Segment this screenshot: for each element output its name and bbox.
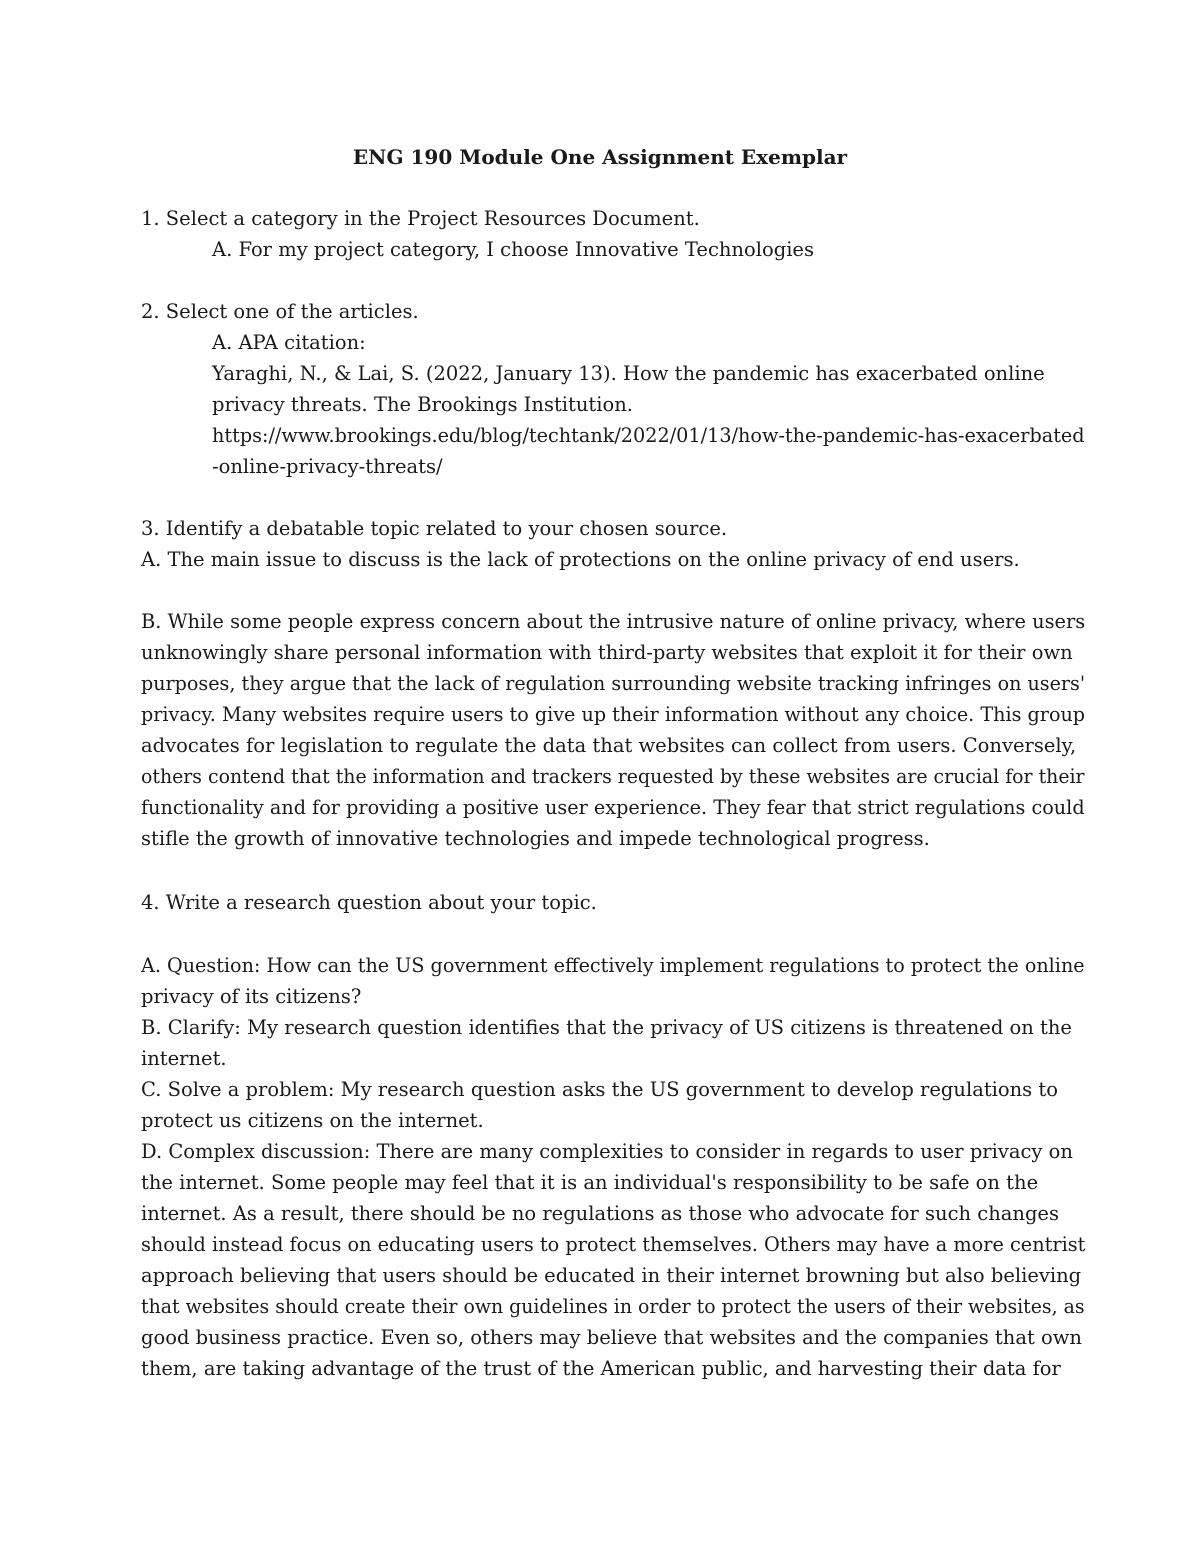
q3-heading: 3. Identify a debatable topic related to your chosen source. (141, 517, 728, 540)
q3-answer-b-line: B. While some people express concern about the intrusive nature of online privacy, where users (141, 610, 1086, 633)
q4-answer-c-line: C. Solve a problem: My research question asks the US government to develop regulations to (141, 1078, 1058, 1101)
q2-answer-a-label: A. APA citation: (212, 331, 366, 354)
q4-answer-d-line: approach believing that users should be educated in their internet browning but also believing (141, 1264, 1082, 1287)
q3-answer-b-line: unknowingly share personal information with third-party websites that exploit it for their own (141, 641, 1073, 664)
q4-answer-d-line: D. Complex discussion: There are many complexities to consider in regards to user privacy on (141, 1140, 1073, 1163)
q3-answer-b-line: others contend that the information and trackers requested by these websites are crucial for their (141, 765, 1085, 788)
q4-answer-d-line: good business practice. Even so, others may believe that websites and the companies that own (141, 1326, 1082, 1349)
q3-answer-b-line: advocates for legislation to regulate the data that websites can collect from users. Conversely, (141, 734, 1077, 757)
citation-line: Yaraghi, N., & Lai, S. (2022, January 13). How the pandemic has exacerbated online (212, 362, 1045, 385)
citation-line: privacy threats. The Brookings Institution. (212, 393, 633, 416)
q2-heading: 2. Select one of the articles. (141, 300, 419, 323)
q3-answer-b-line: stifle the growth of innovative technologies and impede technological progress. (141, 827, 930, 850)
q4-answer-a-line: A. Question: How can the US government effectively implement regulations to protect the online (141, 954, 1085, 977)
document-title: ENG 190 Module One Assignment Exemplar (352, 145, 848, 169)
q4-answer-d-line: internet. As a result, there should be no regulations as those who advocate for such changes (141, 1202, 1059, 1225)
q4-answer-d-line: that websites should create their own guidelines in order to protect the users of their websites, as (141, 1295, 1085, 1318)
q3-answer-b-line: functionality and for providing a positive user experience. They fear that strict regulations could (141, 796, 1085, 819)
q4-answer-d-line: the internet. Some people may feel that it is an individual's responsibility to be safe on the (141, 1171, 1039, 1194)
q3-answer-b-line: purposes, they argue that the lack of regulation surrounding website tracking infringes on users' (141, 672, 1086, 695)
q1-heading: 1. Select a category in the Project Resources Document. (141, 207, 700, 230)
q3-answer-a: A. The main issue to discuss is the lack of protections on the online privacy of end users. (141, 548, 1020, 571)
q4-heading: 4. Write a research question about your topic. (141, 891, 597, 914)
citation-url-line: https://www.brookings.edu/blog/techtank/2022/01/13/how-the-pandemic-has-exacerbated (212, 424, 1085, 447)
q3-answer-b-line: privacy. Many websites require users to give up their information without any choice. This group (141, 703, 1086, 726)
q4-answer-d-line: them, are taking advantage of the trust of the American public, and harvesting their data for (141, 1357, 1061, 1380)
q4-answer-b-line: B. Clarify: My research question identifies that the privacy of US citizens is threatened on the (141, 1016, 1072, 1039)
q4-answer-b-line: internet. (141, 1047, 227, 1070)
q4-answer-a-line: privacy of its citizens? (141, 985, 362, 1008)
q4-answer-d-line: should instead focus on educating users to protect themselves. Others may have a more centrist (141, 1233, 1086, 1256)
q1-answer-a: A. For my project category, I choose Innovative Technologies (212, 238, 814, 261)
q4-answer-c-line: protect us citizens on the internet. (141, 1109, 484, 1132)
citation-url-line: -online-privacy-threats/ (212, 455, 443, 478)
